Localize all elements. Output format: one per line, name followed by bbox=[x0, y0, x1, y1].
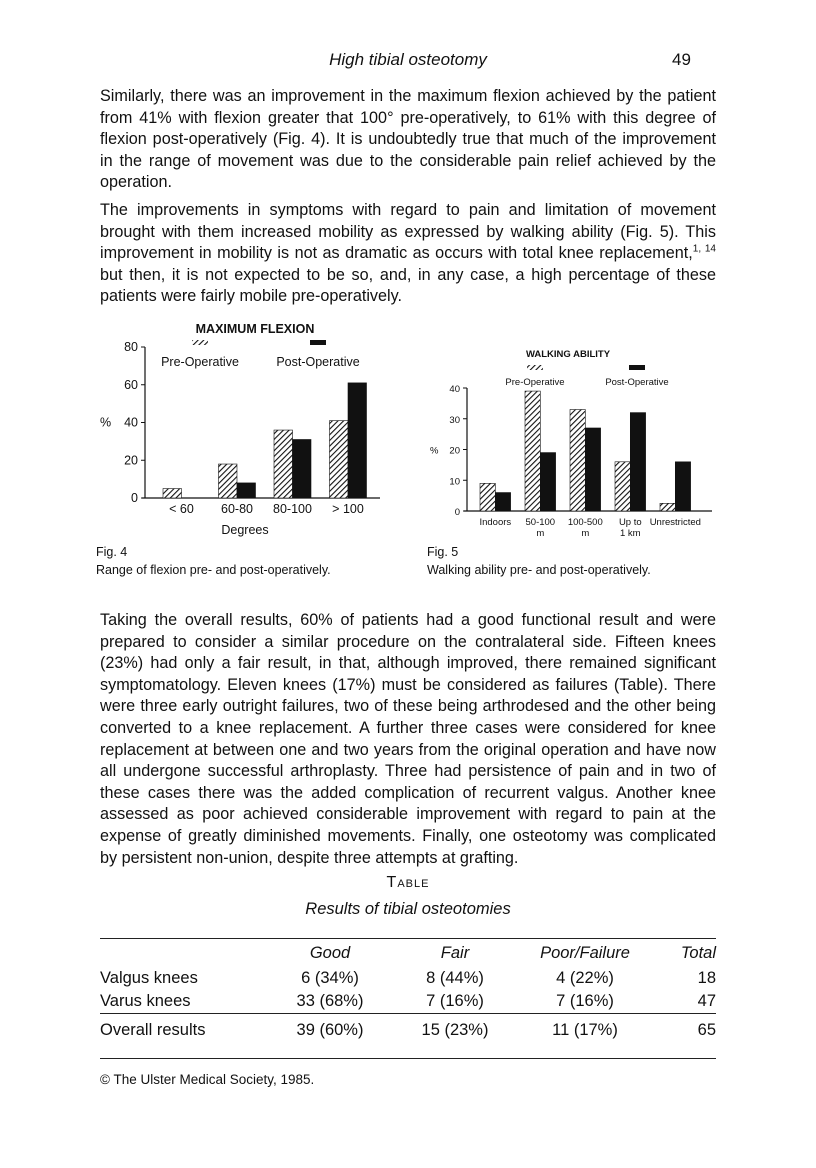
table-cell: 7 (16%) bbox=[426, 992, 484, 1010]
column-header bbox=[100, 939, 270, 968]
table-row bbox=[100, 990, 716, 1014]
legend-swatch-post bbox=[629, 365, 645, 370]
bar-pre bbox=[219, 464, 238, 498]
fig5-caption: Walking ability pre- and post-operatively. bbox=[427, 563, 651, 577]
table-row-overall bbox=[100, 1014, 716, 1043]
bar-post bbox=[540, 453, 555, 511]
x-tick-label: Unrestricted bbox=[649, 517, 701, 528]
table-cell: 65 bbox=[650, 1014, 716, 1043]
column-header: Good bbox=[270, 939, 390, 968]
bar-pre bbox=[570, 410, 585, 511]
bar-post bbox=[293, 439, 312, 498]
table-rule bbox=[100, 1058, 716, 1059]
bar-pre bbox=[480, 483, 495, 511]
table-cell: 47 bbox=[697, 992, 716, 1010]
x-tick-label: m bbox=[536, 528, 545, 539]
column-header: Poor/Failure bbox=[520, 939, 650, 968]
copyright-footer: © The Ulster Medical Society, 1985. bbox=[100, 1072, 315, 1087]
legend-label: Pre-Operative bbox=[505, 377, 565, 388]
column-header: Total bbox=[650, 939, 716, 968]
x-tick-label: > 100 bbox=[332, 502, 364, 516]
y-tick-label: 20 bbox=[124, 453, 138, 468]
table-cell: Varus knees bbox=[100, 992, 191, 1010]
x-tick-label: 50-100 bbox=[525, 517, 556, 528]
x-tick-label: Up to bbox=[618, 517, 642, 528]
legend-label: Pre-Operative bbox=[161, 355, 239, 369]
bar-post bbox=[348, 383, 367, 498]
bar-pre bbox=[615, 462, 630, 511]
x-tick-label: 1 km bbox=[620, 528, 641, 539]
fig5-label: Fig. 5 bbox=[427, 545, 459, 559]
fig4-caption: Range of flexion pre- and post-operatively. bbox=[96, 563, 331, 577]
table-cell: Valgus knees bbox=[100, 969, 198, 987]
bar-post bbox=[630, 413, 645, 511]
y-tick-label: 10 bbox=[449, 476, 460, 488]
x-tick-label: < 60 bbox=[169, 502, 194, 516]
bar-pre bbox=[163, 489, 182, 498]
x-tick-label: 100-500 bbox=[567, 517, 603, 528]
table-cell: 6 (34%) bbox=[301, 969, 359, 987]
bar-post bbox=[495, 493, 510, 511]
paragraph-2-text-cont: but then, it is not expected to be so, and, in any case, a high percentage of these patients were fairly mobile pre-operatively. bbox=[100, 265, 716, 306]
table-cell: 33 (68%) bbox=[296, 992, 364, 1010]
paragraph-2-text: The improvements in symptoms with regard to pain and limitation of movement brought with them increased mobility as expressed by walking ability (Fig. 5). This improvement in mobility is not as dramatic as occurs with total knee replacement, bbox=[100, 201, 716, 263]
bar-post bbox=[237, 483, 256, 498]
y-tick-label: 40 bbox=[124, 415, 138, 430]
table-cell: 4 (22%) bbox=[556, 969, 614, 987]
bar-pre bbox=[330, 421, 349, 498]
legend-swatch-pre bbox=[527, 365, 543, 370]
y-tick-label: 0 bbox=[131, 491, 138, 505]
legend-label: Post-Operative bbox=[276, 355, 360, 369]
citation-superscript: 1, 14 bbox=[692, 243, 716, 255]
results-table bbox=[100, 938, 716, 1042]
y-axis-label: % bbox=[430, 445, 439, 457]
x-tick-label: m bbox=[581, 528, 590, 539]
legend-swatch-pre bbox=[192, 340, 208, 345]
table-row bbox=[100, 967, 716, 990]
y-tick-label: 60 bbox=[124, 377, 138, 392]
paragraph-3: Taking the overall results, 60% of patients had a good functional result and were prepared to consider a similar procedure on the contralateral side. Fifteen knees (23%) had only a fair result, in that, although improved, there remained significant symptomatology. Eleven knees (17%) must be considered as failures (Table). There were three early outright failures, two of these being arthrodesed and the other being converted to a knee replacement. A further three cases were considered for knee replacement at between one and two years from the original operation and have now all undergone successful arthroplasty. Three had persistence of pain and in two of these cases there was the added complication of recurrent valgus. Another knee assessed as poor achieved considerable improvement with regard to pain at the expense of greatly diminished movements. Finally, one osteotomy was complicated by persistent non-union, despite three attempts at grafting. bbox=[100, 611, 716, 867]
y-tick-label: 20 bbox=[449, 445, 460, 457]
table-cell: 8 (44%) bbox=[426, 969, 484, 987]
page-number: 49 bbox=[672, 50, 691, 69]
y-tick-label: 0 bbox=[454, 507, 460, 518]
column-header: Fair bbox=[390, 939, 520, 968]
table-cell: Overall results bbox=[100, 1014, 270, 1043]
paragraph-1: Similarly, there was an improvement in the maximum flexion achieved by the patient from 41% with flexion greater that 100° pre-operatively, to 61% with this degree of flexion post-operatively (Fig. 4). It is undoubtedly true that much of the improvement in the range of movement was due to the considerable pain relief achieved by the operation. bbox=[100, 87, 716, 192]
table-header-row bbox=[100, 939, 716, 968]
table-cell: 15 (23%) bbox=[390, 1014, 520, 1043]
table-title: Results of tibial osteotomies bbox=[305, 900, 511, 918]
table-cell: 7 (16%) bbox=[556, 992, 614, 1010]
table-cell: 18 bbox=[697, 969, 716, 987]
legend-label: Post-Operative bbox=[605, 377, 669, 388]
table-cell: 39 (60%) bbox=[270, 1014, 390, 1043]
x-tick-label: Indoors bbox=[479, 517, 512, 528]
x-tick-label: 60-80 bbox=[221, 502, 253, 516]
legend-swatch-post bbox=[310, 340, 326, 345]
bar-pre bbox=[274, 430, 293, 498]
running-title: High tibial osteotomy bbox=[329, 50, 487, 69]
y-tick-label: 80 bbox=[124, 340, 138, 354]
y-tick-label: 40 bbox=[449, 384, 460, 395]
table-label: Table bbox=[386, 874, 430, 891]
bar-pre bbox=[525, 391, 540, 511]
fig4-label: Fig. 4 bbox=[96, 545, 128, 559]
x-tick-label: 80-100 bbox=[273, 502, 312, 516]
bar-post bbox=[585, 428, 600, 511]
x-axis-label: Degrees bbox=[221, 523, 269, 537]
y-tick-label: 30 bbox=[449, 414, 460, 426]
table-cell: 11 (17%) bbox=[520, 1014, 650, 1043]
y-axis-label: % bbox=[100, 415, 112, 430]
bar-post bbox=[675, 462, 690, 511]
chart-title: WALKING ABILITY bbox=[525, 349, 611, 360]
chart-title: MAXIMUM FLEXION bbox=[195, 322, 315, 336]
bar-pre bbox=[660, 503, 675, 511]
